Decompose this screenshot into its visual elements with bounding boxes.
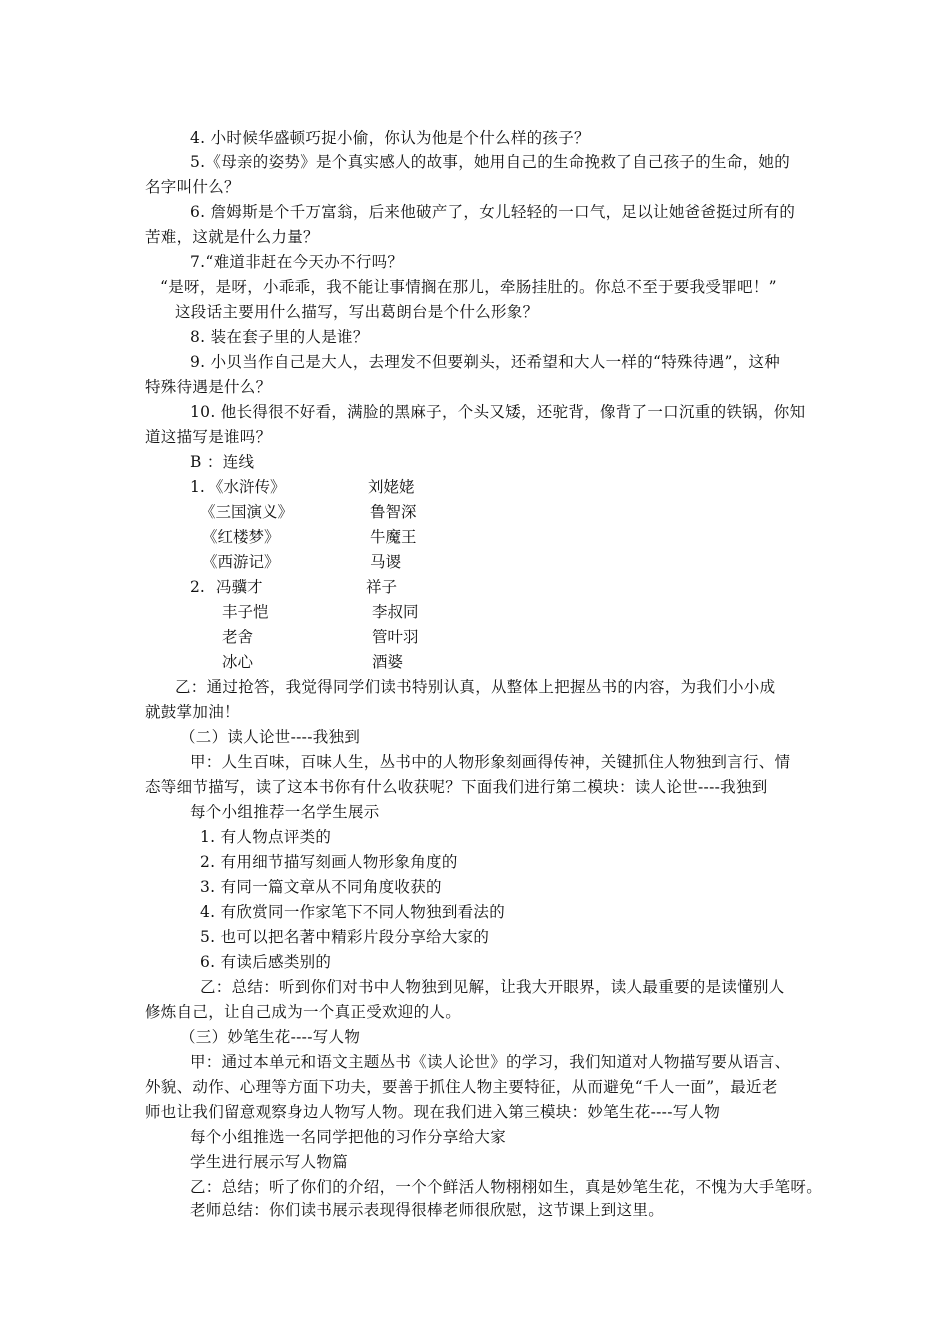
question-8: 8. 装在套子里的人是谁？	[190, 328, 369, 346]
book-title-item: 《三国演义》	[200, 503, 294, 521]
question-4: 4. 小时候华盛顿巧捉小偷，你认为他是个什么样的孩子？	[190, 129, 590, 147]
section-2-item: 2. 有用细节描写刻画人物形象角度的	[200, 853, 458, 871]
summary-1-line-2: 就鼓掌加油！	[145, 703, 240, 721]
associated-name-item: 李叔同	[372, 603, 419, 621]
author-item: 冰心	[222, 653, 254, 671]
question-9-line-2: 特殊待遇是什么？	[145, 378, 272, 396]
author-item: 老舍	[222, 628, 254, 646]
book-title-item: 《红楼梦》	[202, 528, 280, 546]
question-7-line-1: 7.“难道非赶在今天办不行吗？	[190, 253, 404, 271]
author-item: 丰子恺	[222, 603, 269, 621]
section-2-recommend: 每个小组推荐一名学生展示	[190, 803, 380, 821]
associated-name-item: 酒婆	[372, 653, 404, 671]
question-6-line-1: 6. 詹姆斯是个千万富翁，后来他破产了，女儿轻轻的一口气，足以让她爸爸挺过所有的	[190, 203, 796, 221]
associated-name-item: 管叶羽	[372, 628, 419, 646]
associated-name-item: 祥子	[366, 578, 398, 596]
book-title-item: 《水浒传》	[208, 478, 286, 496]
section-2-summary-line-2: 修炼自己，让自己成为一个真正受欢迎的人。	[145, 1003, 462, 1021]
matching-group-1-number: 1.	[190, 478, 205, 496]
question-9-line-1: 9. 小贝当作自己是大人，去理发不但要剃头，还希望和大人一样的“特殊待遇”，这种	[190, 353, 781, 371]
question-5-line-2: 名字叫什么？	[145, 178, 240, 196]
section-2-item: 5. 也可以把名著中精彩片段分享给大家的	[200, 928, 490, 946]
section-3-intro-line-2: 外貌、动作、心理等方面下功夫，要善于抓住人物主要特征，从而避免“千人一面”，最近老	[145, 1078, 778, 1096]
section-3-present: 学生进行展示写人物篇	[190, 1153, 349, 1171]
book-title-item: 《西游记》	[202, 553, 280, 571]
question-5-line-1: 5.《母亲的姿势》是个真实感人的故事，她用自己的生命挽救了自己孩子的生命，她的	[190, 153, 790, 171]
section-2-item: 1. 有人物点评类的	[200, 828, 332, 846]
section-3-share: 每个小组推选一名同学把他的习作分享给大家	[190, 1128, 507, 1146]
section-2-title: （二）读人论世----我独到	[180, 728, 361, 746]
summary-1-line-1: 乙：通过抢答，我觉得同学们读书特别认真，从整体上把握丛书的内容，为我们小小成	[175, 678, 776, 696]
character-item: 鲁智深	[370, 503, 417, 521]
section-3-summary: 乙：总结；听了你们的介绍，一个个鲜活人物栩栩如生，真是妙笔生花，不愧为大手笔呀。	[190, 1178, 823, 1196]
question-7-line-3: 这段话主要用什么描写，写出葛朗台是个什么形象？	[175, 303, 539, 321]
section-2-item: 6. 有读后感类别的	[200, 953, 332, 971]
section-2-item: 3. 有同一篇文章从不同角度收获的	[200, 878, 442, 896]
section-2-intro-line-1: 甲：人生百味，百味人生，丛书中的人物形象刻画得传神，关键抓住人物独到言行、情	[190, 753, 791, 771]
question-10-line-1: 10. 他长得很不好看，满脸的黑麻子，个头又矮，还驼背，像背了一口沉重的铁锅，你知	[190, 403, 806, 421]
question-7-quote: “是呀，是呀，小乖乖，我不能让事情搁在那儿，牵肠挂肚的。你总不至于要我受罪吧！”	[160, 278, 777, 296]
section-2-intro-line-2: 态等细节描写，读了这本书你有什么收获呢？下面我们进行第二模块：读人论世----我独到	[145, 778, 768, 796]
matching-group-2-number: 2.	[190, 578, 205, 596]
question-10-line-2: 道这描写是谁吗？	[145, 428, 272, 446]
section-3-title: （三）妙笔生花----写人物	[180, 1028, 361, 1046]
author-item: 冯骥才	[216, 578, 263, 596]
section-3-intro-line-1: 甲：通过本单元和语文主题丛书《读人论世》的学习，我们知道对人物描写要从语言、	[190, 1053, 791, 1071]
question-6-line-2: 苦难，这就是什么力量？	[145, 228, 319, 246]
section-2-item: 4. 有欣赏同一作家笔下不同人物独到看法的	[200, 903, 506, 921]
character-item: 刘姥姥	[368, 478, 415, 496]
matching-heading: B ：连线	[190, 453, 255, 471]
section-3-intro-line-3: 师也让我们留意观察身边人物写人物。现在我们进入第三模块：妙笔生花----写人物	[145, 1103, 721, 1121]
character-item: 牛魔王	[370, 528, 417, 546]
section-2-summary-line-1: 乙：总结：听到你们对书中人物独到见解，让我大开眼界，读人最重要的是读懂别人	[200, 978, 785, 996]
character-item: 马谡	[370, 553, 402, 571]
teacher-summary: 老师总结：你们读书展示表现得很棒老师很欣慰，这节课上到这里。	[190, 1201, 665, 1219]
